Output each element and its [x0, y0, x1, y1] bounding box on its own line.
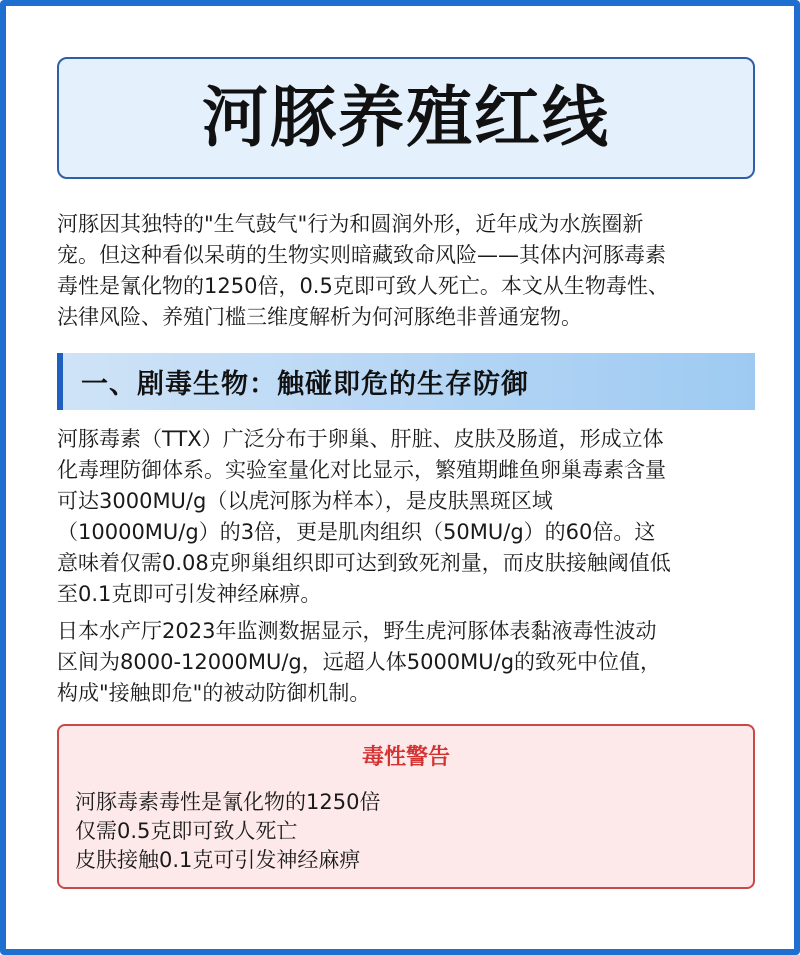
warning-title: 毒性警告 — [361, 745, 450, 770]
intro-line: 宠。但这种看似呆萌的生物实则暗藏致命风险——其体内河豚毒素 — [57, 243, 666, 267]
warning-item: 河豚毒素毒性是氰化物的1250倍 — [75, 790, 381, 814]
paragraph-line: 化毒理防御体系。实验室量化对比显示，繁殖期雌鱼卵巢毒素含量 — [57, 458, 666, 482]
intro-line: 法律风险、养殖门槛三维度解析为何河豚绝非普通宠物。 — [57, 305, 582, 329]
paragraph-line: 日本水产厅2023年监测数据显示，野生虎河豚体表黏液毒性波动 — [57, 619, 657, 643]
intro-paragraph — [57, 209, 757, 333]
title-banner — [57, 57, 755, 179]
paragraph-line: 意味着仅需0.08克卵巢组织即可达到致死剂量，而皮肤接触阈值低 — [57, 551, 671, 575]
page-title: 河豚养殖红线 — [202, 79, 610, 156]
section-paragraph-1 — [57, 424, 757, 610]
intro-line: 毒性是氰化物的1250倍，0.5克即可致人死亡。本文从生物毒性、 — [57, 274, 669, 298]
warning-item: 皮肤接触0.1克可引发神经麻痹 — [75, 848, 361, 872]
paragraph-line: （10000MU/g）的3倍，更是肌肉组织（50MU/g）的60倍。这 — [57, 520, 656, 544]
section-title: 一、剧毒生物：触碰即危的生存防御 — [81, 369, 529, 400]
paragraph-line: 至0.1克即可引发神经麻痹。 — [57, 582, 322, 606]
paragraph-line: 可达3000MU/g（以虎河豚为样本），是皮肤黑斑区域 — [57, 489, 553, 513]
warning-item: 仅需0.5克即可致人死亡 — [75, 819, 298, 843]
warning-list — [75, 788, 380, 875]
section-paragraph-2 — [57, 616, 757, 709]
paragraph-line: 构成"接触即危"的被动防御机制。 — [57, 681, 371, 705]
paragraph-line: 区间为8000-12000MU/g，远超人体5000MU/g的致死中位值， — [57, 650, 662, 674]
intro-line: 河豚因其独特的"生气鼓气"行为和圆润外形，近年成为水族圈新 — [57, 212, 644, 236]
section-heading — [57, 353, 755, 410]
paragraph-line: 河豚毒素（TTX）广泛分布于卵巢、肝脏、皮肤及肠道，形成立体 — [57, 427, 664, 451]
toxicity-warning-box — [57, 724, 755, 889]
